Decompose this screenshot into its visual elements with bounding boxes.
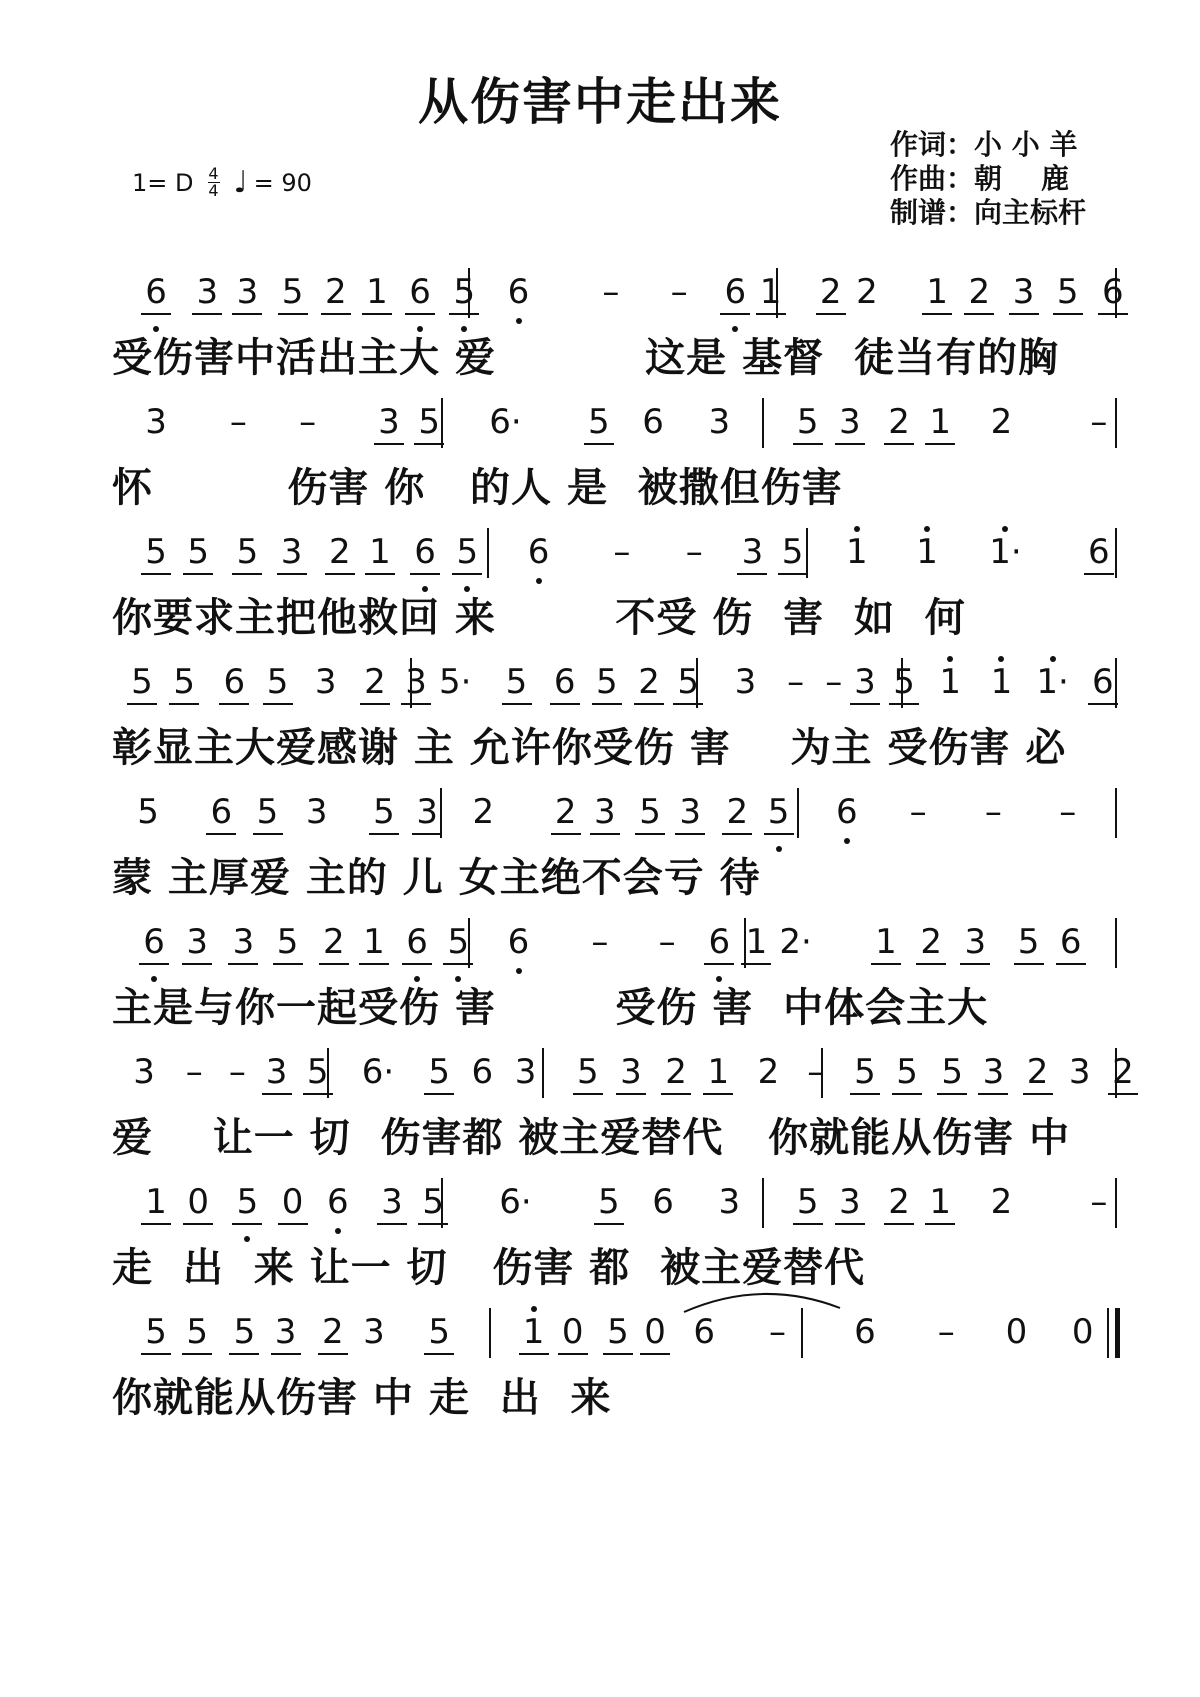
note: 3 — [228, 262, 266, 322]
note: 1 — [515, 1302, 553, 1362]
note: 5 — [789, 1172, 827, 1232]
dash-note: – — [1090, 1182, 1108, 1222]
note: 2 — [356, 652, 394, 712]
note: 3 — [363, 1312, 385, 1352]
note: 3 — [273, 522, 311, 582]
note: 2 — [1104, 1042, 1142, 1102]
dash-note: – — [670, 272, 688, 312]
note: 6 — [500, 262, 538, 322]
note: 5 — [137, 792, 159, 832]
note: 0 — [554, 1302, 592, 1362]
note: 3 — [408, 782, 446, 842]
note: 1 — [699, 1042, 737, 1102]
notes-line — [120, 652, 1124, 712]
note: 6 — [401, 262, 439, 322]
note: 5 — [760, 782, 798, 842]
note: 3 — [671, 782, 709, 842]
note: 3 — [305, 792, 328, 832]
dash-note: – — [613, 532, 631, 572]
note: 6 — [1094, 262, 1132, 322]
dash-note: – — [602, 272, 620, 312]
note: 1 — [908, 522, 946, 582]
note: 1 — [918, 262, 956, 322]
note: 2 — [1019, 1042, 1057, 1102]
note: 3 — [178, 912, 216, 972]
note: 2 — [912, 912, 950, 972]
note: 6 — [520, 522, 558, 582]
note: 5 — [631, 782, 669, 842]
note: 2 — [718, 782, 756, 842]
note: 5 — [498, 652, 536, 712]
note: 2 — [990, 402, 1013, 442]
quarter-note-icon: ♩ — [233, 164, 248, 200]
note: 6 — [215, 652, 253, 712]
note: 3 — [974, 1042, 1012, 1102]
lyrics-line: 走 出 来 让一 切 伤害 都 被主爱替代 — [112, 1245, 866, 1291]
note: 5 — [669, 652, 707, 712]
note: 3 — [314, 662, 337, 702]
notes-line — [120, 912, 1124, 972]
note: 5 — [228, 1172, 266, 1232]
note: 2 — [317, 262, 355, 322]
note: 6· — [489, 402, 522, 442]
key-signature — [132, 166, 312, 199]
note: 5 — [228, 522, 266, 582]
lyrics-line: 彰显主大爱感谢 主 允许你受伤 害 为主 受伤害 必 — [112, 725, 1067, 771]
note: 5 — [420, 1042, 458, 1102]
note: 5 — [774, 522, 812, 582]
note: 3 — [133, 1052, 155, 1092]
note: 5 — [933, 1042, 971, 1102]
note: 5 — [1010, 912, 1048, 972]
note: 5 — [274, 262, 312, 322]
note: 5 — [789, 392, 827, 452]
note: 2 — [315, 912, 353, 972]
note: 1 — [137, 1172, 175, 1232]
note: 0 — [1071, 1312, 1094, 1352]
arranger: 制谱：向主标杆 — [890, 196, 1087, 229]
notes-line — [120, 782, 1124, 842]
dash-note: – — [937, 1312, 955, 1352]
note: 5 — [1049, 262, 1087, 322]
note: 2 — [630, 652, 668, 712]
note: 1 — [982, 652, 1020, 712]
dash-note: – — [807, 1052, 825, 1092]
note: 6 — [137, 262, 175, 322]
note: 2 — [321, 522, 359, 582]
notes-line — [120, 1302, 1124, 1362]
note: 1· — [986, 522, 1024, 582]
note: 3 — [846, 652, 884, 712]
barline — [762, 1178, 764, 1228]
note: 5 — [445, 262, 483, 322]
lyrics-line: 蒙 主厚爱 主的 儿 女主绝不会亏 待 — [112, 855, 761, 901]
note: 0 — [636, 1302, 674, 1362]
final-barline — [1115, 1308, 1120, 1358]
dash-note: – — [825, 662, 843, 702]
note: 6 — [700, 912, 738, 972]
note: 0 — [274, 1172, 312, 1232]
notes-line — [120, 1172, 1124, 1232]
note: 5 — [137, 1302, 175, 1362]
note: 3 — [145, 402, 167, 442]
note: 5 — [165, 652, 203, 712]
final-barline-thin — [1107, 1308, 1109, 1358]
note: 5 — [225, 1302, 263, 1362]
note: 2 — [314, 1302, 352, 1362]
note: 3 — [188, 262, 226, 322]
dash-note: – — [299, 402, 317, 442]
note: 6 — [1084, 652, 1122, 712]
notes-line — [120, 1042, 1134, 1102]
note: 1 — [921, 392, 959, 452]
note: 2 — [960, 262, 998, 322]
note: 6 — [693, 1312, 716, 1352]
note: 5 — [846, 1042, 884, 1102]
note: 6· — [499, 1182, 532, 1222]
note: 0 — [1005, 1312, 1028, 1352]
note: 2 — [880, 392, 918, 452]
notes-line — [120, 522, 1124, 582]
time-signature — [208, 166, 220, 199]
note: 2 — [990, 1182, 1013, 1222]
credits — [890, 128, 1086, 230]
note: 5 — [123, 652, 161, 712]
note: 3 — [370, 392, 408, 452]
note: 6 — [1052, 912, 1090, 972]
note: 3 — [718, 1182, 741, 1222]
dash-note: – — [658, 922, 676, 962]
note: 1 — [752, 262, 790, 322]
note: 3 — [733, 522, 771, 582]
note: 3 — [373, 1172, 411, 1232]
note: 3 — [586, 782, 624, 842]
note: 6 — [406, 522, 444, 582]
notes-line — [120, 262, 1124, 322]
barline — [762, 398, 764, 448]
barline — [489, 1308, 491, 1358]
note: 1 — [931, 652, 969, 712]
dash-note: – — [787, 662, 805, 702]
note: 3 — [956, 912, 994, 972]
note: 6 — [500, 912, 538, 972]
note: 6 — [854, 1312, 876, 1352]
note: 2 — [880, 1172, 918, 1232]
note: 3 — [1068, 1052, 1091, 1092]
note: 5 — [420, 1302, 458, 1362]
dash-note: – — [229, 402, 247, 442]
note: 1 — [358, 262, 396, 322]
note: 1 — [838, 522, 876, 582]
note: 3 — [514, 1052, 537, 1092]
note: 1 — [921, 1172, 959, 1232]
note: 2 — [547, 782, 585, 842]
note: 6· — [361, 1052, 395, 1092]
note: 6 — [471, 1052, 494, 1092]
note: 5 — [885, 652, 923, 712]
lyrics-line: 你要求主把他救回 来 不受 伤 害 如 何 — [112, 595, 966, 641]
barline — [487, 528, 489, 578]
barline — [1115, 918, 1117, 968]
note: 5 — [588, 652, 626, 712]
notes-line — [120, 392, 1124, 452]
note: 3 — [734, 662, 757, 702]
time-den: 4 — [208, 181, 219, 200]
note: 6 — [135, 912, 173, 972]
note: 5 — [137, 522, 175, 582]
dash-note: – — [769, 1312, 787, 1352]
note: 5 — [179, 522, 217, 582]
note: 1· — [1034, 652, 1072, 712]
note: 6 — [202, 782, 240, 842]
dash-note: – — [909, 792, 927, 832]
note: 6 — [716, 262, 754, 322]
note: 6 — [398, 912, 436, 972]
time-num: 4 — [208, 164, 219, 183]
note: 5 — [590, 1172, 628, 1232]
dash-note: – — [185, 1052, 203, 1092]
note: 5 — [178, 1302, 216, 1362]
dash-note: – — [685, 532, 703, 572]
note: 6 — [546, 652, 584, 712]
note: 6 — [828, 782, 866, 842]
composer: 作曲：朝 鹿 — [890, 162, 1069, 195]
note: 0 — [179, 1172, 217, 1232]
dash-note: – — [228, 1052, 246, 1092]
tempo-value: = 90 — [253, 168, 312, 197]
lyrics-line: 受伤害中活出主大 爱 这是 基督 徒当有的胸 — [112, 335, 1059, 381]
note: 3 — [1005, 262, 1043, 322]
note: 5· — [439, 662, 472, 702]
note: 2 — [856, 272, 878, 312]
note: 5 — [580, 392, 618, 452]
note: 5 — [365, 782, 403, 842]
note: 2 — [757, 1052, 780, 1092]
note: 5 — [569, 1042, 607, 1102]
note: 6 — [642, 402, 664, 442]
note: 1 — [867, 912, 905, 972]
dash-note: – — [1090, 402, 1108, 442]
key-label: 1= D — [132, 168, 194, 197]
note: 3 — [258, 1042, 296, 1102]
lyrics-line: 你就能从伤害 中 走 出 来 — [112, 1375, 612, 1421]
note: 2· — [779, 922, 812, 962]
note: 1 — [355, 912, 393, 972]
note: 5 — [599, 1302, 637, 1362]
note: 5 — [888, 1042, 926, 1102]
note: 3 — [708, 402, 731, 442]
note: 5 — [448, 522, 486, 582]
note: 2 — [657, 1042, 695, 1102]
note: 5 — [410, 392, 448, 452]
note: 5 — [439, 912, 477, 972]
note: 1 — [737, 912, 775, 972]
note: 5 — [299, 1042, 337, 1102]
note: 6 — [1080, 522, 1118, 582]
note: 5 — [259, 652, 297, 712]
tie-arc — [680, 1286, 850, 1316]
dash-note: – — [1059, 792, 1077, 832]
note: 5 — [269, 912, 307, 972]
note: 6 — [319, 1172, 357, 1232]
note: 5 — [249, 782, 287, 842]
note: 3 — [612, 1042, 650, 1102]
dash-note: – — [984, 792, 1002, 832]
note: 3 — [831, 1172, 869, 1232]
lyrics-line: 爱 让一 切 伤害都 被主爱替代 你就能从伤害 中 — [112, 1115, 1071, 1161]
lyricist: 作词：小 小 羊 — [890, 128, 1078, 161]
note: 3 — [224, 912, 262, 972]
note: 6 — [652, 1182, 674, 1222]
lyrics-line: 怀 伤害 你 的人 是 被撒但伤害 — [112, 465, 843, 511]
lyrics-line: 主是与你一起受伤 害 受伤 害 中体会主大 — [112, 985, 989, 1031]
note: 1 — [361, 522, 399, 582]
note: 3 — [831, 392, 869, 452]
song-title: 从伤害中走出来 — [418, 73, 782, 131]
dash-note: – — [591, 922, 609, 962]
barline — [1115, 788, 1117, 838]
note: 3 — [397, 652, 435, 712]
note: 2 — [472, 792, 495, 832]
note: 2 — [812, 262, 850, 322]
note: 3 — [267, 1302, 305, 1362]
note: 5 — [414, 1172, 452, 1232]
